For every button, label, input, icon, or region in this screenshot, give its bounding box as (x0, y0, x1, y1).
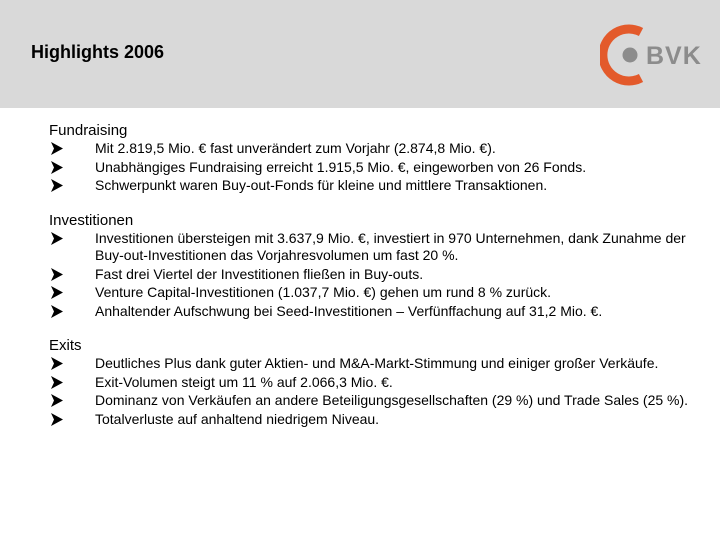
page-title: Highlights 2006 (31, 42, 165, 62)
list-item: Unabhängiges Fundraising erreicht 1.915,5 Mio. €, eingeworben von 26 Fonds. (49, 159, 699, 177)
bvk-ring-logo (600, 20, 710, 90)
arrowhead-bullet-icon (50, 284, 64, 301)
list-item: Venture Capital-Investitionen (1.037,7 Mio. €) gehen um rund 8 % zurück. (49, 284, 699, 302)
arrowhead-bullet-icon (50, 230, 64, 247)
section-fundraising (49, 121, 699, 195)
arrowhead-bullet-icon (50, 159, 64, 176)
list-item: Dominanz von Verkäufen an andere Beteiligungsgesellschaften (29 %) und Trade Sales (25 %). (49, 392, 699, 410)
arrowhead-bullet-icon (50, 177, 64, 194)
arrowhead-bullet-icon (50, 266, 64, 283)
list-item: Schwerpunkt waren Buy-out-Fonds für kleine und mittlere Transaktionen. (49, 177, 699, 195)
list-item: Exit-Volumen steigt um 11 % auf 2.066,3 Mio. €. (49, 374, 699, 392)
arrowhead-bullet-icon (50, 411, 64, 428)
list-item: Fast drei Viertel der Investitionen fließen in Buy-outs. (49, 266, 699, 284)
list-item: Anhaltender Aufschwung bei Seed-Investitionen – Verfünffachung auf 31,2 Mio. €. (49, 303, 699, 321)
arrowhead-bullet-icon (50, 303, 64, 320)
slide-header (0, 0, 720, 108)
list-item: Investitionen übersteigen mit 3.637,9 Mio. €, investiert in 970 Unternehmen, dank Zunahme der Buy-out-Investitionen das Vorjahresvolumen um fast 20 %. (49, 230, 699, 265)
list-item: Totalverluste auf anhaltend niedrigem Niveau. (49, 411, 699, 429)
section-heading: Investitionen (49, 211, 134, 229)
arrowhead-bullet-icon (50, 140, 64, 157)
section-heading: Fundraising (49, 122, 128, 139)
arrowhead-bullet-icon (50, 392, 64, 409)
section-heading: Exits (49, 337, 82, 354)
arrowhead-bullet-icon (50, 355, 64, 372)
section-exits (49, 336, 699, 428)
logo-text: BVK (646, 42, 702, 70)
list-item: Mit 2.819,5 Mio. € fast unverändert zum Vorjahr (2.874,8 Mio. €). (49, 140, 699, 158)
slide-content (49, 121, 699, 444)
section-investitionen (49, 211, 699, 321)
list-item: Deutliches Plus dank guter Aktien- und M&A-Markt-Stimmung und einiger großer Verkäufe. (49, 355, 699, 373)
arrowhead-bullet-icon (50, 374, 64, 391)
